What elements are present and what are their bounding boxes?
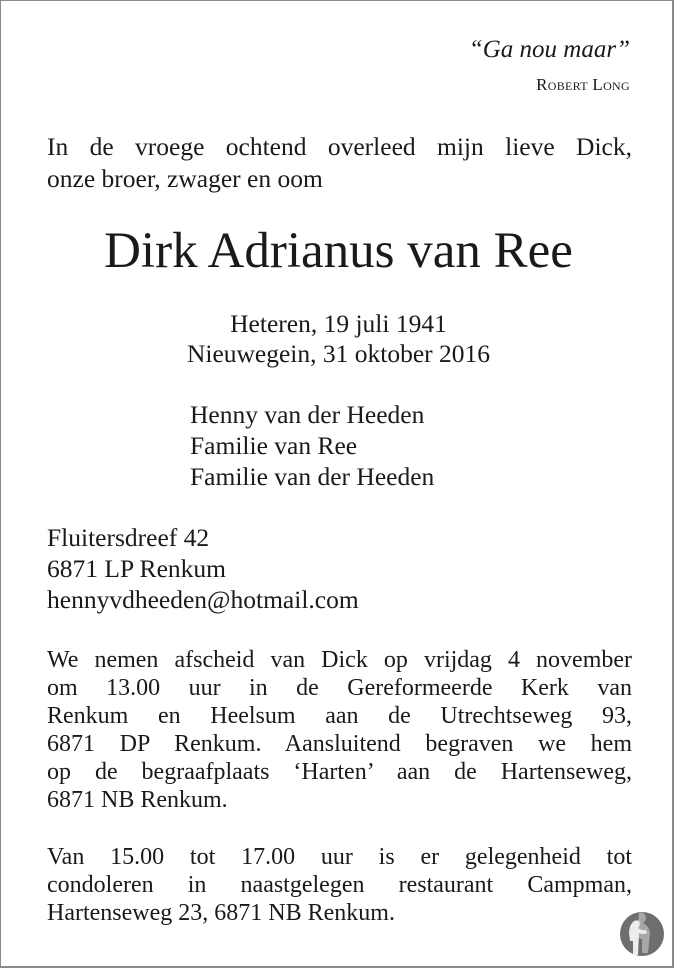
family-member: Familie van Ree bbox=[190, 431, 358, 460]
quote: “Ga nou maar” bbox=[468, 36, 630, 63]
street: Fluitersdreef 42 bbox=[47, 523, 210, 552]
intro-text bbox=[47, 131, 632, 195]
postal-city: 6871 LP Renkum bbox=[47, 554, 226, 583]
email: hennyvdheeden@hotmail.com bbox=[47, 585, 359, 614]
intro-line: onze broer, zwager en oom bbox=[47, 164, 323, 193]
paragraph-line: condoleren in naastgelegen restaurant Campman, bbox=[47, 872, 632, 898]
birth-info: Heteren, 19 juli 1941 bbox=[230, 309, 447, 338]
paragraph-line: We nemen afscheid van Dick op vrijdag 4 november bbox=[47, 647, 632, 673]
paragraph-line: Renkum en Heelsum aan de Utrechtseweg 93, bbox=[47, 703, 632, 729]
quote-author: Robert Long bbox=[536, 75, 630, 94]
family-member: Henny van der Heeden bbox=[190, 400, 425, 429]
paragraph-line: Hartenseweg 23, 6871 NB Renkum. bbox=[47, 900, 395, 926]
paragraph-line: Van 15.00 tot 17.00 uur is er gelegenheid tot bbox=[47, 844, 632, 870]
dates bbox=[0, 309, 677, 369]
paragraph-line: om 13.00 uur in de Gereformeerde Kerk van bbox=[47, 675, 632, 701]
paragraph-line: 6871 NB Renkum. bbox=[47, 787, 228, 813]
funeral-paragraph bbox=[47, 646, 632, 814]
paragraph-line: op de begraafplaats ‘Harten’ aan de Hartenseweg, bbox=[47, 759, 632, 785]
condolence-paragraph bbox=[47, 843, 632, 927]
intro-line: In de vroege ochtend overleed mijn lieve Dick, bbox=[47, 132, 632, 161]
death-info: Nieuwegein, 31 oktober 2016 bbox=[186, 339, 491, 368]
family-list bbox=[190, 399, 434, 492]
deceased-name: Dirk Adrianus van Ree bbox=[104, 223, 573, 279]
contact-address bbox=[47, 522, 359, 615]
family-member: Familie van der Heeden bbox=[190, 462, 435, 491]
embracing-figures-logo-icon bbox=[617, 907, 667, 957]
paragraph-line: 6871 DP Renkum. Aansluitend begraven we hem bbox=[47, 731, 632, 757]
